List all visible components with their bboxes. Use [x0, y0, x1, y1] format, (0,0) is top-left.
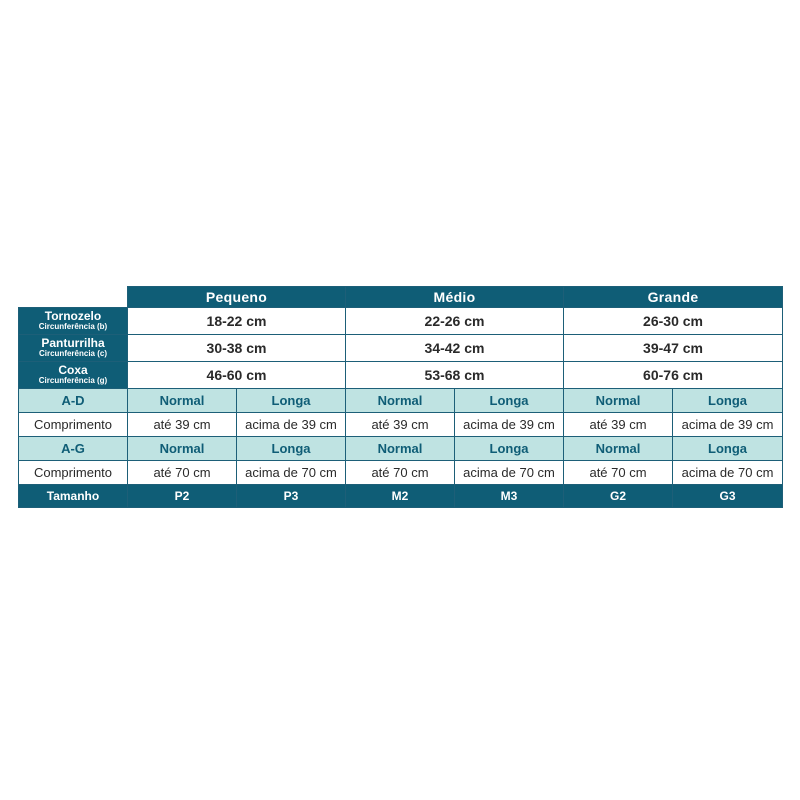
value-cell: 30-38 cm: [128, 335, 346, 362]
label-sub: Circunferência (c): [38, 349, 108, 358]
row-coxa: [19, 362, 783, 389]
type-cell: Longa: [237, 437, 346, 461]
header-grande: Grande: [564, 287, 783, 308]
length-cell: até 70 cm: [128, 461, 237, 485]
type-cell: Longa: [237, 389, 346, 413]
type-cell: Normal: [128, 437, 237, 461]
size-cell: P2: [128, 485, 237, 508]
type-cell: Normal: [564, 389, 673, 413]
size-label: Tamanho: [19, 485, 128, 508]
value-cell: 26-30 cm: [564, 308, 783, 335]
length-cell: acima de 39 cm: [237, 413, 346, 437]
label-main: Panturrilha: [41, 336, 105, 350]
header-pequeno: Pequeno: [128, 287, 346, 308]
type-cell: Longa: [673, 389, 783, 413]
corner-blank: [19, 287, 128, 308]
row-ad-lengths: [19, 413, 783, 437]
row-tornozelo: [19, 308, 783, 335]
length-cell: acima de 39 cm: [455, 413, 564, 437]
type-cell: Longa: [455, 437, 564, 461]
length-cell: acima de 39 cm: [673, 413, 783, 437]
value-cell: 60-76 cm: [564, 362, 783, 389]
length-cell: acima de 70 cm: [673, 461, 783, 485]
row-panturrilha: [19, 335, 783, 362]
row-label-panturrilha: [19, 335, 128, 362]
type-cell: Normal: [346, 437, 455, 461]
row-ag-types: [19, 437, 783, 461]
type-cell: Longa: [455, 389, 564, 413]
label-sub: Circunferência (b): [38, 322, 108, 331]
value-cell: 34-42 cm: [346, 335, 564, 362]
ag-length-label: Comprimento: [19, 461, 128, 485]
row-ag-lengths: [19, 461, 783, 485]
type-cell: Longa: [673, 437, 783, 461]
size-header-row: [19, 287, 783, 308]
ag-label: A-G: [19, 437, 128, 461]
length-cell: até 39 cm: [564, 413, 673, 437]
row-sizes: [19, 485, 783, 508]
ad-label: A-D: [19, 389, 128, 413]
value-cell: 46-60 cm: [128, 362, 346, 389]
size-cell: G2: [564, 485, 673, 508]
length-cell: até 39 cm: [346, 413, 455, 437]
label-sub: Circunferência (g): [38, 376, 108, 385]
length-cell: acima de 70 cm: [455, 461, 564, 485]
length-cell: acima de 70 cm: [237, 461, 346, 485]
header-medio: Médio: [346, 287, 564, 308]
length-cell: até 39 cm: [128, 413, 237, 437]
type-cell: Normal: [128, 389, 237, 413]
length-cell: até 70 cm: [564, 461, 673, 485]
length-cell: até 70 cm: [346, 461, 455, 485]
type-cell: Normal: [346, 389, 455, 413]
label-main: Coxa: [58, 363, 88, 377]
ad-length-label: Comprimento: [19, 413, 128, 437]
value-cell: 18-22 cm: [128, 308, 346, 335]
value-cell: 53-68 cm: [346, 362, 564, 389]
size-cell: M2: [346, 485, 455, 508]
size-chart-table: [18, 286, 783, 508]
row-label-tornozelo: [19, 308, 128, 335]
value-cell: 39-47 cm: [564, 335, 783, 362]
size-cell: M3: [455, 485, 564, 508]
label-main: Tornozelo: [44, 309, 102, 323]
size-cell: G3: [673, 485, 783, 508]
row-label-coxa: [19, 362, 128, 389]
size-cell: P3: [237, 485, 346, 508]
value-cell: 22-26 cm: [346, 308, 564, 335]
row-ad-types: [19, 389, 783, 413]
type-cell: Normal: [564, 437, 673, 461]
